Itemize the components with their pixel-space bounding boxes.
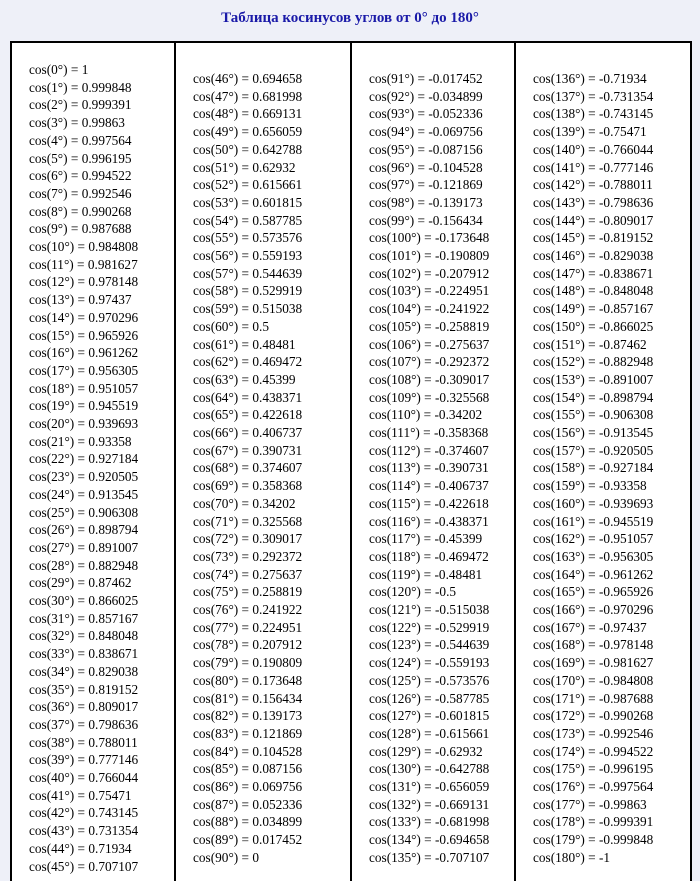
cosine-entry: cos(101°) = -0.190809 (369, 248, 490, 263)
cosine-entry: cos(25°) = 0.906308 (29, 504, 139, 520)
cosine-entry: cos(14°) = 0.970296 (29, 309, 139, 325)
cosine-table (10, 41, 692, 881)
cosine-entry: cos(130°) = -0.642788 (369, 761, 490, 777)
cosine-entry: cos(168°) = -0.978148 (533, 637, 654, 653)
cosine-entry: cos(134°) = -0.694658 (369, 832, 490, 848)
cosine-entry: cos(4°) = 0.997564 (29, 132, 132, 148)
cosine-entry: cos(93°) = -0.052336 (369, 106, 483, 122)
cosine-entry: cos(8°) = 0.990268 (29, 203, 132, 219)
cosine-entry: cos(142°) = -0.788011 (533, 177, 653, 193)
cosine-entry: cos(159°) = -0.93358 (533, 478, 647, 494)
cosine-entry: cos(6°) = 0.994522 (29, 168, 132, 184)
table-column-4 (516, 43, 690, 881)
cosine-entry: cos(98°) = -0.139173 (369, 194, 483, 210)
cosine-entry: cos(179°) = -0.999848 (533, 832, 654, 848)
cosine-entry: cos(108°) = -0.309017 (369, 371, 490, 387)
page-title: Таблица косинусов углов от 0° до 180° (221, 10, 479, 26)
cosine-entry: cos(40°) = 0.766044 (29, 770, 139, 785)
cosine-entry: cos(22°) = 0.927184 (29, 451, 139, 467)
cosine-entry: cos(121°) = -0.515038 (369, 602, 490, 617)
cosine-entry: cos(119°) = -0.48481 (369, 566, 483, 582)
cosine-entry: cos(154°) = -0.898794 (533, 389, 654, 405)
cosine-entry: cos(52°) = 0.615661 (193, 177, 303, 193)
cosine-entry: cos(61°) = 0.48481 (193, 336, 296, 352)
cosine-entry: cos(84°) = 0.104528 (193, 743, 303, 759)
cosine-entry: cos(144°) = -0.809017 (533, 212, 654, 228)
cosine-entry: cos(111°) = -0.358368 (369, 425, 489, 440)
cosine-entry: cos(68°) = 0.374607 (193, 460, 303, 476)
cosine-entry: cos(1°) = 0.999848 (29, 79, 132, 95)
cosine-entry: cos(158°) = -0.927184 (533, 460, 654, 476)
cosine-entry: cos(54°) = 0.587785 (193, 212, 303, 228)
cosine-entry: cos(13°) = 0.97437 (29, 292, 132, 308)
cosine-entry: cos(140°) = -0.766044 (533, 141, 654, 157)
cosine-entry: cos(57°) = 0.544639 (193, 265, 303, 281)
cosine-entry: cos(115°) = -0.422618 (369, 495, 489, 511)
cosine-entry: cos(176°) = -0.997564 (533, 779, 654, 794)
cosine-entry: cos(163°) = -0.956305 (533, 548, 654, 564)
table-column-2 (176, 43, 352, 881)
cosine-entry: cos(133°) = -0.681998 (369, 814, 490, 830)
table-column-3 (352, 43, 516, 881)
cosine-entry: cos(117°) = -0.45399 (369, 531, 483, 547)
cosine-entry: cos(125°) = -0.573576 (369, 672, 490, 688)
cosine-entry: cos(77°) = 0.224951 (193, 619, 303, 635)
cosine-entry: cos(102°) = -0.207912 (369, 265, 490, 281)
cosine-entry: cos(30°) = 0.866025 (29, 593, 139, 608)
cosine-entry: cos(27°) = 0.891007 (29, 539, 139, 555)
cosine-entry: cos(86°) = 0.069756 (193, 779, 303, 794)
cosine-entry: cos(72°) = 0.309017 (193, 531, 303, 547)
cosine-entry: cos(138°) = -0.743145 (533, 106, 654, 122)
cosine-entry: cos(78°) = 0.207912 (193, 637, 303, 653)
cosine-entry: cos(43°) = 0.731354 (29, 823, 139, 839)
cosine-entry: cos(178°) = -0.999391 (533, 814, 654, 830)
cosine-entry: cos(15°) = 0.965926 (29, 327, 139, 343)
cosine-entry: cos(124°) = -0.559193 (369, 655, 490, 671)
cosine-entry: cos(29°) = 0.87462 (29, 575, 132, 591)
cosine-entry: cos(7°) = 0.992546 (29, 185, 132, 201)
cosine-entry: cos(96°) = -0.104528 (369, 159, 483, 175)
cosine-entry: cos(58°) = 0.529919 (193, 283, 303, 299)
cosine-entry: cos(120°) = -0.5 (369, 584, 457, 600)
cosine-entry: cos(126°) = -0.587785 (369, 690, 490, 706)
cosine-entry: cos(109°) = -0.325568 (369, 389, 490, 405)
cosine-entry: cos(114°) = -0.406737 (369, 478, 489, 494)
cosine-entry: cos(156°) = -0.913545 (533, 425, 654, 440)
cosine-entry: cos(127°) = -0.601815 (369, 708, 490, 724)
cosine-entry: cos(132°) = -0.669131 (369, 796, 490, 812)
cosine-entry: cos(64°) = 0.438371 (193, 389, 303, 405)
cosine-entry: cos(95°) = -0.087156 (369, 141, 483, 157)
cosine-entry: cos(45°) = 0.707107 (29, 858, 139, 874)
cosine-entry: cos(87°) = 0.052336 (193, 796, 303, 812)
cosine-entry: cos(39°) = 0.777146 (29, 752, 139, 768)
cosine-entry: cos(177°) = -0.99863 (533, 796, 647, 812)
cosine-entry: cos(31°) = 0.857167 (29, 610, 139, 626)
cosine-entry: cos(76°) = 0.241922 (193, 602, 303, 617)
cosine-entry: cos(47°) = 0.681998 (193, 88, 303, 104)
cosine-entry: cos(165°) = -0.965926 (533, 584, 654, 600)
cosine-entry: cos(128°) = -0.615661 (369, 725, 490, 741)
cosine-entry: cos(53°) = 0.601815 (193, 194, 303, 210)
cosine-entry: cos(33°) = 0.838671 (29, 646, 139, 662)
cosine-entry: cos(16°) = 0.961262 (29, 345, 139, 361)
cosine-entry: cos(106°) = -0.275637 (369, 336, 490, 352)
cosine-entry: cos(0°) = 1 (29, 62, 89, 77)
cosine-entry: cos(70°) = 0.34202 (193, 495, 296, 511)
cosine-entry: cos(113°) = -0.390731 (369, 460, 489, 476)
cosine-entry: cos(173°) = -0.992546 (533, 725, 654, 741)
cosine-entry: cos(50°) = 0.642788 (193, 141, 303, 157)
cosine-entry: cos(155°) = -0.906308 (533, 407, 654, 423)
cosine-entry: cos(85°) = 0.087156 (193, 761, 303, 777)
cosine-entry: cos(143°) = -0.798636 (533, 194, 654, 210)
cosine-entry: cos(24°) = 0.913545 (29, 486, 139, 502)
cosine-entry: cos(151°) = -0.87462 (533, 336, 647, 352)
cosine-entry: cos(38°) = 0.788011 (29, 734, 138, 750)
cosine-entry: cos(118°) = -0.469472 (369, 548, 489, 564)
cosine-entry: cos(149°) = -0.857167 (533, 301, 654, 317)
cosine-entry: cos(83°) = 0.121869 (193, 725, 303, 741)
cosine-entry: cos(34°) = 0.829038 (29, 663, 139, 679)
cosine-entry: cos(71°) = 0.325568 (193, 513, 303, 529)
cosine-entry: cos(148°) = -0.848048 (533, 283, 654, 299)
cosine-entry: cos(41°) = 0.75471 (29, 787, 132, 803)
cosine-entry: cos(37°) = 0.798636 (29, 716, 139, 732)
cosine-entry: cos(169°) = -0.981627 (533, 655, 654, 671)
cosine-entry: cos(162°) = -0.951057 (533, 531, 654, 547)
cosine-entry: cos(160°) = -0.939693 (533, 495, 654, 511)
cosine-entry: cos(11°) = 0.981627 (29, 256, 138, 272)
cosine-entry: cos(65°) = 0.422618 (193, 407, 303, 423)
cosine-entry: cos(141°) = -0.777146 (533, 159, 654, 175)
cosine-entry: cos(32°) = 0.848048 (29, 628, 139, 644)
cosine-entry: cos(97°) = -0.121869 (369, 177, 483, 193)
cosine-entry: cos(136°) = -0.71934 (533, 71, 647, 86)
cosine-entry: cos(100°) = -0.173648 (369, 230, 490, 246)
cosine-entry: cos(170°) = -0.984808 (533, 672, 654, 688)
cosine-entry: cos(36°) = 0.809017 (29, 699, 139, 715)
cosine-entry: cos(20°) = 0.939693 (29, 416, 139, 431)
cosine-entry: cos(44°) = 0.71934 (29, 840, 132, 856)
cosine-entry: cos(23°) = 0.920505 (29, 469, 139, 485)
cosine-entry: cos(89°) = 0.017452 (193, 832, 303, 848)
cosine-entry: cos(55°) = 0.573576 (193, 230, 303, 246)
cosine-entry: cos(73°) = 0.292372 (193, 548, 303, 564)
cosine-entry: cos(112°) = -0.374607 (369, 442, 489, 458)
cosine-entry: cos(46°) = 0.694658 (193, 71, 303, 86)
cosine-entry: cos(2°) = 0.999391 (29, 97, 132, 113)
cosine-entry: cos(62°) = 0.469472 (193, 354, 303, 370)
cosine-entry: cos(167°) = -0.97437 (533, 619, 647, 635)
cosine-entry: cos(139°) = -0.75471 (533, 124, 647, 140)
cosine-entry: cos(18°) = 0.951057 (29, 380, 139, 396)
cosine-entry: cos(116°) = -0.438371 (369, 513, 489, 529)
cosine-entry: cos(3°) = 0.99863 (29, 115, 125, 131)
cosine-entry: cos(28°) = 0.882948 (29, 557, 139, 573)
cosine-entry: cos(110°) = -0.34202 (369, 407, 483, 423)
cosine-entry: cos(49°) = 0.656059 (193, 124, 303, 140)
cosine-entry: cos(82°) = 0.139173 (193, 708, 303, 724)
cosine-entry: cos(105°) = -0.258819 (369, 318, 490, 334)
cosine-entry: cos(90°) = 0 (193, 849, 259, 865)
cosine-entry: cos(171°) = -0.987688 (533, 690, 654, 706)
cosine-entry: cos(104°) = -0.241922 (369, 301, 490, 317)
cosine-entry: cos(67°) = 0.390731 (193, 442, 303, 458)
cosine-entry: cos(94°) = -0.069756 (369, 124, 483, 140)
cosine-entry: cos(5°) = 0.996195 (29, 150, 132, 166)
cosine-entry: cos(63°) = 0.45399 (193, 371, 296, 387)
cosine-entry: cos(26°) = 0.898794 (29, 522, 139, 538)
cosine-entry: cos(147°) = -0.838671 (533, 265, 654, 281)
cosine-entry: cos(35°) = 0.819152 (29, 681, 139, 697)
cosine-entry: cos(88°) = 0.034899 (193, 814, 303, 830)
cosine-entry: cos(79°) = 0.190809 (193, 655, 303, 671)
cosine-entry: cos(107°) = -0.292372 (369, 354, 490, 370)
cosine-entry: cos(175°) = -0.996195 (533, 761, 654, 777)
cosine-entry: cos(92°) = -0.034899 (369, 88, 483, 104)
cosine-entry: cos(103°) = -0.224951 (369, 283, 490, 299)
cosine-entry: cos(48°) = 0.669131 (193, 106, 303, 122)
cosine-entry: cos(150°) = -0.866025 (533, 318, 654, 334)
cosine-entry: cos(131°) = -0.656059 (369, 779, 490, 794)
cosine-entry: cos(75°) = 0.258819 (193, 584, 303, 600)
cosine-entry: cos(164°) = -0.961262 (533, 566, 654, 582)
cosine-entry: cos(19°) = 0.945519 (29, 398, 139, 414)
cosine-entry: cos(59°) = 0.515038 (193, 301, 303, 317)
cosine-entry: cos(80°) = 0.173648 (193, 672, 303, 688)
cosine-entry: cos(122°) = -0.529919 (369, 619, 490, 635)
table-column-1 (12, 43, 176, 881)
cosine-entry: cos(56°) = 0.559193 (193, 248, 303, 263)
cosine-entry: cos(135°) = -0.707107 (369, 849, 490, 865)
cosine-entry: cos(17°) = 0.956305 (29, 362, 139, 378)
cosine-entry: cos(10°) = 0.984808 (29, 239, 139, 254)
cosine-entry: cos(99°) = -0.156434 (369, 212, 483, 228)
cosine-entry: cos(157°) = -0.920505 (533, 442, 654, 458)
cosine-entry: cos(69°) = 0.358368 (193, 478, 303, 494)
cosine-entry: cos(161°) = -0.945519 (533, 513, 654, 529)
cosine-entry: cos(137°) = -0.731354 (533, 88, 654, 104)
cosine-entry: cos(74°) = 0.275637 (193, 566, 303, 582)
cosine-entry: cos(21°) = 0.93358 (29, 433, 132, 449)
cosine-entry: cos(153°) = -0.891007 (533, 371, 654, 387)
cosine-entry: cos(152°) = -0.882948 (533, 354, 654, 370)
cosine-entry: cos(172°) = -0.990268 (533, 708, 654, 724)
cosine-entry: cos(174°) = -0.994522 (533, 743, 654, 759)
cosine-entry: cos(145°) = -0.819152 (533, 230, 654, 246)
cosine-entry: cos(123°) = -0.544639 (369, 637, 490, 653)
cosine-entry: cos(9°) = 0.987688 (29, 221, 132, 237)
cosine-entry: cos(129°) = -0.62932 (369, 743, 483, 759)
cosine-entry: cos(66°) = 0.406737 (193, 425, 303, 440)
cosine-entry: cos(91°) = -0.017452 (369, 71, 483, 86)
cosine-entry: cos(42°) = 0.743145 (29, 805, 139, 821)
cosine-entry: cos(180°) = -1 (533, 849, 611, 865)
cosine-entry: cos(146°) = -0.829038 (533, 248, 654, 263)
cosine-entry: cos(166°) = -0.970296 (533, 602, 654, 617)
cosine-entry: cos(12°) = 0.978148 (29, 274, 139, 290)
cosine-entry: cos(51°) = 0.62932 (193, 159, 296, 175)
cosine-entry: cos(60°) = 0.5 (193, 318, 269, 334)
cosine-entry: cos(81°) = 0.156434 (193, 690, 303, 706)
